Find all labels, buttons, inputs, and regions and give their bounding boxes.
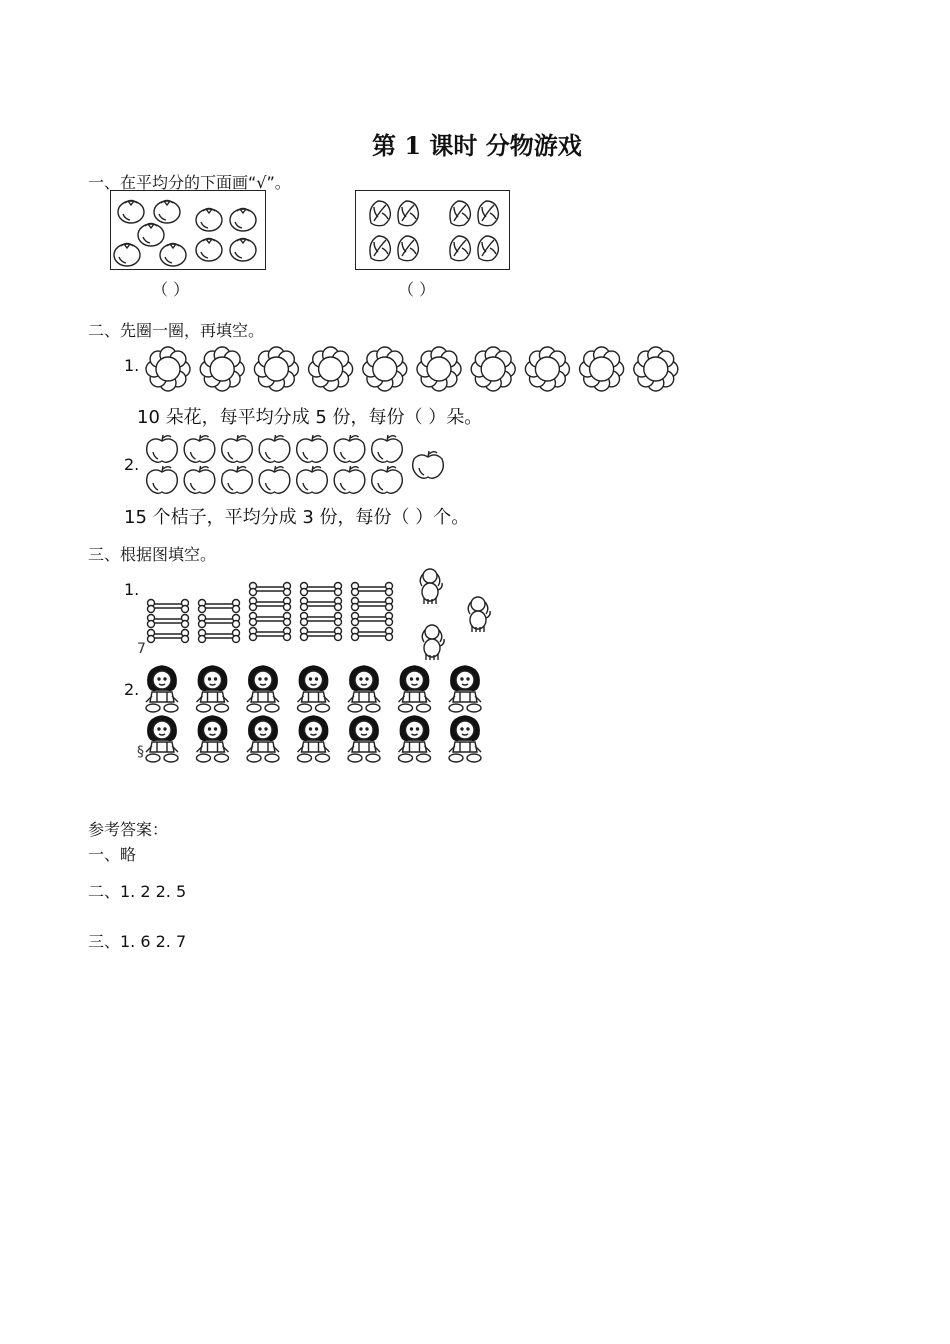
apple-icon — [222, 466, 253, 493]
apple-icon — [184, 466, 215, 493]
flower-icon — [525, 347, 569, 391]
girl-doll-icon — [348, 666, 380, 712]
girl-doll-icon — [298, 666, 330, 712]
apple-icon — [297, 466, 328, 493]
flower-icon — [309, 347, 353, 391]
girl-doll-icon — [146, 666, 178, 712]
tomato-icon — [160, 244, 186, 267]
q2-2-text: 15 个桔子，平均分成 3 份，每份（ ）个。 — [124, 507, 470, 528]
girl-doll-icon — [146, 716, 178, 762]
flower-icon — [634, 347, 678, 391]
cabbage-group — [356, 191, 511, 271]
flower-icon — [580, 347, 624, 391]
bone-icon — [301, 613, 342, 626]
cabbage-answer-blank[interactable]: （ ） — [398, 280, 436, 299]
q3-2-number: 2. — [124, 680, 140, 699]
tomato-icon — [154, 201, 180, 224]
bone-icon — [250, 583, 291, 596]
bone-icon — [250, 598, 291, 611]
bone-icon — [199, 615, 240, 628]
girl-doll-icon — [197, 666, 229, 712]
section-1-heading: 一、在平均分的下面画“√”。 — [88, 173, 291, 192]
flower-icon — [417, 347, 461, 391]
bone-icon — [250, 628, 291, 641]
bone-icon — [199, 630, 240, 643]
tomato-icon — [118, 201, 144, 224]
cabbage-icon — [478, 236, 498, 261]
tomato-icon — [196, 209, 222, 232]
cabbage-icon — [398, 236, 418, 261]
bone-icon — [148, 615, 189, 628]
bone-icon — [148, 600, 189, 613]
bone-icon — [352, 628, 393, 641]
dog-icon — [422, 625, 444, 660]
cabbage-icon — [478, 201, 498, 226]
girl-doll-icon — [399, 716, 431, 762]
girl-doll-icon — [298, 716, 330, 762]
apple-icon — [259, 466, 290, 493]
tomato-icon — [114, 244, 140, 267]
apple-group — [144, 434, 454, 496]
bone-icon — [352, 613, 393, 626]
bone-icon — [250, 613, 291, 626]
girl-doll-icon — [247, 666, 279, 712]
tomato-box — [110, 190, 266, 270]
q2-2-number: 2. — [124, 455, 140, 474]
cabbage-icon — [450, 236, 470, 261]
flower-icon — [146, 347, 190, 391]
cabbage-icon — [450, 201, 470, 226]
girl-doll-icon — [449, 716, 481, 762]
bone-icon — [352, 583, 393, 596]
apple-icon — [222, 435, 253, 462]
tomato-icon — [138, 224, 164, 247]
cabbage-icon — [370, 236, 390, 261]
answers-heading: 参考答案： — [88, 820, 169, 839]
cabbage-icon — [370, 201, 390, 226]
bone-icon — [199, 600, 240, 613]
q2-1-text: 10 朵花，每平均分成 5 份，每份（ ）朵。 — [137, 407, 483, 428]
q2-1-number: 1. — [124, 356, 140, 375]
flower-row — [144, 345, 684, 395]
answer-line-1: 一、略 — [88, 845, 137, 864]
tomato-answer-blank[interactable]: （ ） — [152, 280, 190, 299]
apple-icon — [334, 435, 365, 462]
tomato-icon — [196, 239, 222, 262]
apple-icon — [334, 466, 365, 493]
flower-icon — [363, 347, 407, 391]
q3-1-cut-text: 7 — [137, 641, 146, 657]
apple-icon — [372, 435, 403, 462]
q3-1-number: 1. — [124, 580, 140, 599]
apple-icon — [372, 466, 403, 493]
tomato-icon — [230, 209, 256, 232]
apple-icon — [147, 466, 178, 493]
page-title: 第 1 课时 分物游戏 — [372, 131, 582, 160]
cabbage-icon — [398, 201, 418, 226]
section-3-heading: 三、根据图填空。 — [88, 545, 217, 564]
answer-line-2: 二、1. 2 2. 5 — [88, 882, 187, 901]
apple-icon — [259, 435, 290, 462]
apple-icon — [413, 451, 444, 478]
section-2-heading: 二、先圈一圈，再填空。 — [88, 321, 265, 340]
flower-icon — [254, 347, 298, 391]
girl-doll-icon — [399, 666, 431, 712]
cabbage-box — [355, 190, 510, 270]
bone-icon — [301, 583, 342, 596]
girl-doll-group — [140, 660, 490, 764]
dog-group — [412, 564, 502, 664]
tomato-group — [111, 191, 267, 271]
apple-icon — [147, 435, 178, 462]
dog-icon — [468, 597, 490, 632]
girl-doll-icon — [247, 716, 279, 762]
flower-icon — [471, 347, 515, 391]
bone-icon — [148, 630, 189, 643]
q3-2-cut-text: § — [137, 744, 144, 760]
answer-line-3: 三、1. 6 2. 7 — [88, 932, 187, 951]
apple-icon — [297, 435, 328, 462]
girl-doll-icon — [348, 716, 380, 762]
apple-icon — [184, 435, 215, 462]
bone-group — [144, 580, 404, 660]
tomato-icon — [230, 239, 256, 262]
bone-icon — [301, 598, 342, 611]
flower-icon — [200, 347, 244, 391]
girl-doll-icon — [449, 666, 481, 712]
bone-icon — [301, 628, 342, 641]
girl-doll-icon — [197, 716, 229, 762]
dog-icon — [420, 569, 442, 604]
bone-icon — [352, 598, 393, 611]
